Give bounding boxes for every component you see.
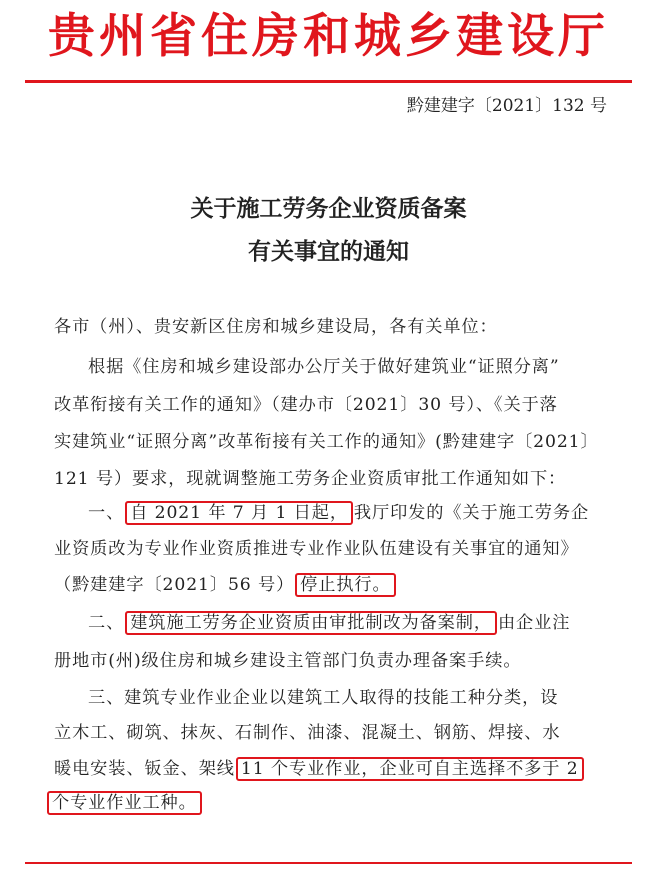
item-1-line-2: 业资质改为专业作业资质推进专业作业队伍建设有关事宜的通知》 — [54, 539, 579, 559]
notice-title-line-2: 有关事宜的通知 — [248, 239, 409, 265]
paragraph-line: 实建筑业“证照分离”改革衔接有关工作的通知》(黔建建字〔2021〕 — [54, 432, 599, 452]
item-prefix: 一、 — [88, 503, 125, 523]
item-2-line-2: 册地市(州)级住房和城乡建设主管部门负责办理备案手续。 — [54, 651, 522, 671]
item-prefix: 二、 — [88, 613, 125, 633]
item-3-line-2: 立木工、砌筑、抹灰、石制作、油漆、混凝土、钢筋、焊接、水 — [54, 723, 561, 743]
item-2-line-1 — [88, 610, 570, 636]
paragraph-line: 根据《住房和城乡建设部办公厅关于做好建筑业“证照分离” — [88, 357, 560, 377]
document-number: 黔建建字〔2021〕132 号 — [406, 96, 607, 116]
item-text: （黔建建字〔2021〕56 号） — [54, 575, 295, 595]
paragraph-line: 121 号）要求，现就调整施工劳务企业资质审批工作通知如下： — [54, 469, 567, 489]
item-text: 由企业注 — [497, 613, 571, 633]
item-1-line-3 — [54, 572, 397, 598]
salutation: 各市（州）、贵安新区住房和城乡建设局，各有关单位： — [54, 317, 498, 337]
item-3-line-4 — [46, 790, 203, 816]
highlight-specialty-count: 11 个专业作业，企业可自主选择不多于 2 — [236, 757, 584, 781]
highlight-effective-date: 自 2021 年 7 月 1 日起， — [125, 501, 353, 525]
item-1-line-1 — [88, 500, 589, 526]
item-3-line-1: 三、建筑专业作业企业以建筑工人取得的技能工种分类，设 — [88, 688, 559, 708]
item-text: 我厅印发的《关于施工劳务企 — [353, 503, 590, 523]
highlight-specialty-types: 个专业作业工种。 — [47, 791, 202, 815]
highlight-stop-execution: 停止执行。 — [295, 573, 395, 597]
paragraph-line: 改革衔接有关工作的通知》（建办市〔2021〕30 号）、《关于落 — [54, 395, 558, 415]
highlight-filing-system: 建筑施工劳务企业资质由审批制改为备案制， — [125, 611, 497, 635]
notice-title-line-1: 关于施工劳务企业资质备案 — [190, 196, 467, 222]
item-3-line-3 — [54, 756, 585, 782]
item-text: 暖电安装、钣金、架线 — [54, 759, 235, 779]
footer-red-rule — [25, 862, 632, 864]
header-red-rule — [25, 80, 632, 83]
issuer-title: 贵州省住房和城乡建设厅 — [48, 9, 609, 64]
